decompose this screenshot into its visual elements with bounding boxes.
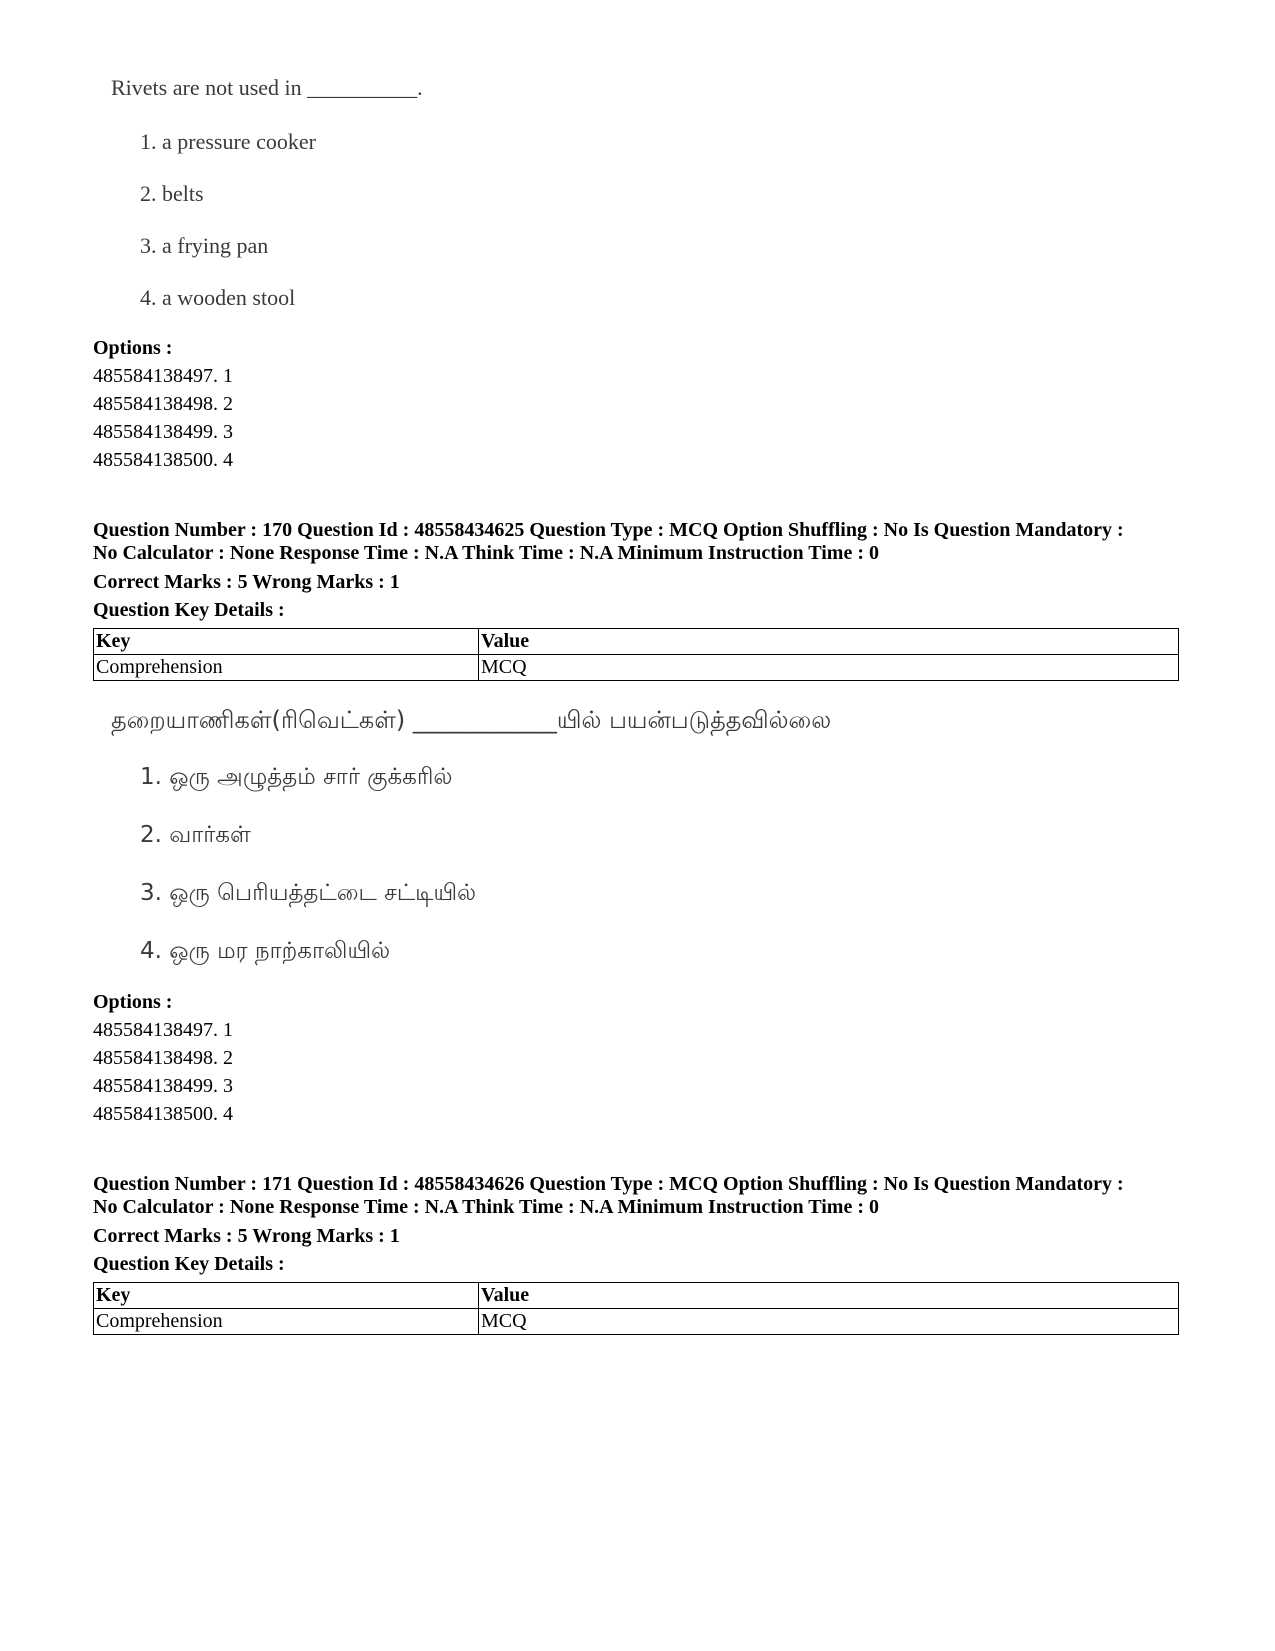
question-stem: Rivets are not used in __________. bbox=[111, 75, 423, 100]
question-meta-line-1: Question Number : 170 Question Id : 48558434625 Question Type : MCQ Option Shuffling : No Is Question Mandatory : bbox=[93, 519, 1124, 541]
question-meta-line-2: No Calculator : None Response Time : N.A Think Time : N.A Minimum Instruction Time : 0 bbox=[93, 542, 879, 564]
question-meta-line-2: No Calculator : None Response Time : N.A Think Time : N.A Minimum Instruction Time : 0 bbox=[93, 1196, 879, 1218]
question-option-4: 4. ஒரு மர நாற்காலியில் bbox=[140, 938, 391, 964]
table-header-row bbox=[94, 1283, 1179, 1309]
key-details-heading: Question Key Details : bbox=[93, 599, 285, 621]
table-header-key: Key bbox=[94, 1283, 479, 1309]
option-id-3: 485584138499. 3 bbox=[93, 1075, 233, 1097]
options-heading: Options : bbox=[93, 991, 173, 1013]
table-row bbox=[94, 655, 1179, 681]
table-cell-value: MCQ bbox=[479, 1309, 1179, 1335]
key-value-table bbox=[93, 1282, 1179, 1335]
question-option-2: 2. வார்கள் bbox=[140, 822, 251, 848]
question-option-1: 1. ஒரு அழுத்தம் சார் குக்கரில் bbox=[140, 764, 453, 790]
question-option-4: 4. a wooden stool bbox=[140, 285, 296, 310]
option-id-1: 485584138497. 1 bbox=[93, 1019, 233, 1041]
marks-line: Correct Marks : 5 Wrong Marks : 1 bbox=[93, 1225, 400, 1247]
table-header-value: Value bbox=[479, 1283, 1179, 1309]
table-row bbox=[94, 1309, 1179, 1335]
table-header-value: Value bbox=[479, 629, 1179, 655]
question-meta-line-1: Question Number : 171 Question Id : 48558434626 Question Type : MCQ Option Shuffling : No Is Question Mandatory : bbox=[93, 1173, 1124, 1195]
table-header-key: Key bbox=[94, 629, 479, 655]
option-id-2: 485584138498. 2 bbox=[93, 1047, 233, 1069]
option-id-3: 485584138499. 3 bbox=[93, 421, 233, 443]
question-option-3: 3. ஒரு பெரியத்தட்டை சட்டியில் bbox=[140, 880, 477, 906]
question-stem-tamil: தறையாணிகள்(ரிவெட்கள்) ____________யில் பயன்படுத்தவில்லை bbox=[111, 706, 832, 734]
key-value-table bbox=[93, 628, 1179, 681]
question-option-1: 1. a pressure cooker bbox=[140, 129, 316, 154]
option-id-1: 485584138497. 1 bbox=[93, 365, 233, 387]
option-id-4: 485584138500. 4 bbox=[93, 1103, 233, 1125]
options-heading: Options : bbox=[93, 337, 173, 359]
question-meta-171 bbox=[93, 1173, 1203, 1219]
question-meta-170 bbox=[93, 519, 1203, 565]
option-id-4: 485584138500. 4 bbox=[93, 449, 233, 471]
question-option-2: 2. belts bbox=[140, 181, 204, 206]
marks-line: Correct Marks : 5 Wrong Marks : 1 bbox=[93, 571, 400, 593]
option-id-2: 485584138498. 2 bbox=[93, 393, 233, 415]
table-cell-key: Comprehension bbox=[94, 655, 479, 681]
table-cell-key: Comprehension bbox=[94, 1309, 479, 1335]
question-option-3: 3. a frying pan bbox=[140, 233, 269, 258]
table-header-row bbox=[94, 629, 1179, 655]
key-details-heading: Question Key Details : bbox=[93, 1253, 285, 1275]
table-cell-value: MCQ bbox=[479, 655, 1179, 681]
